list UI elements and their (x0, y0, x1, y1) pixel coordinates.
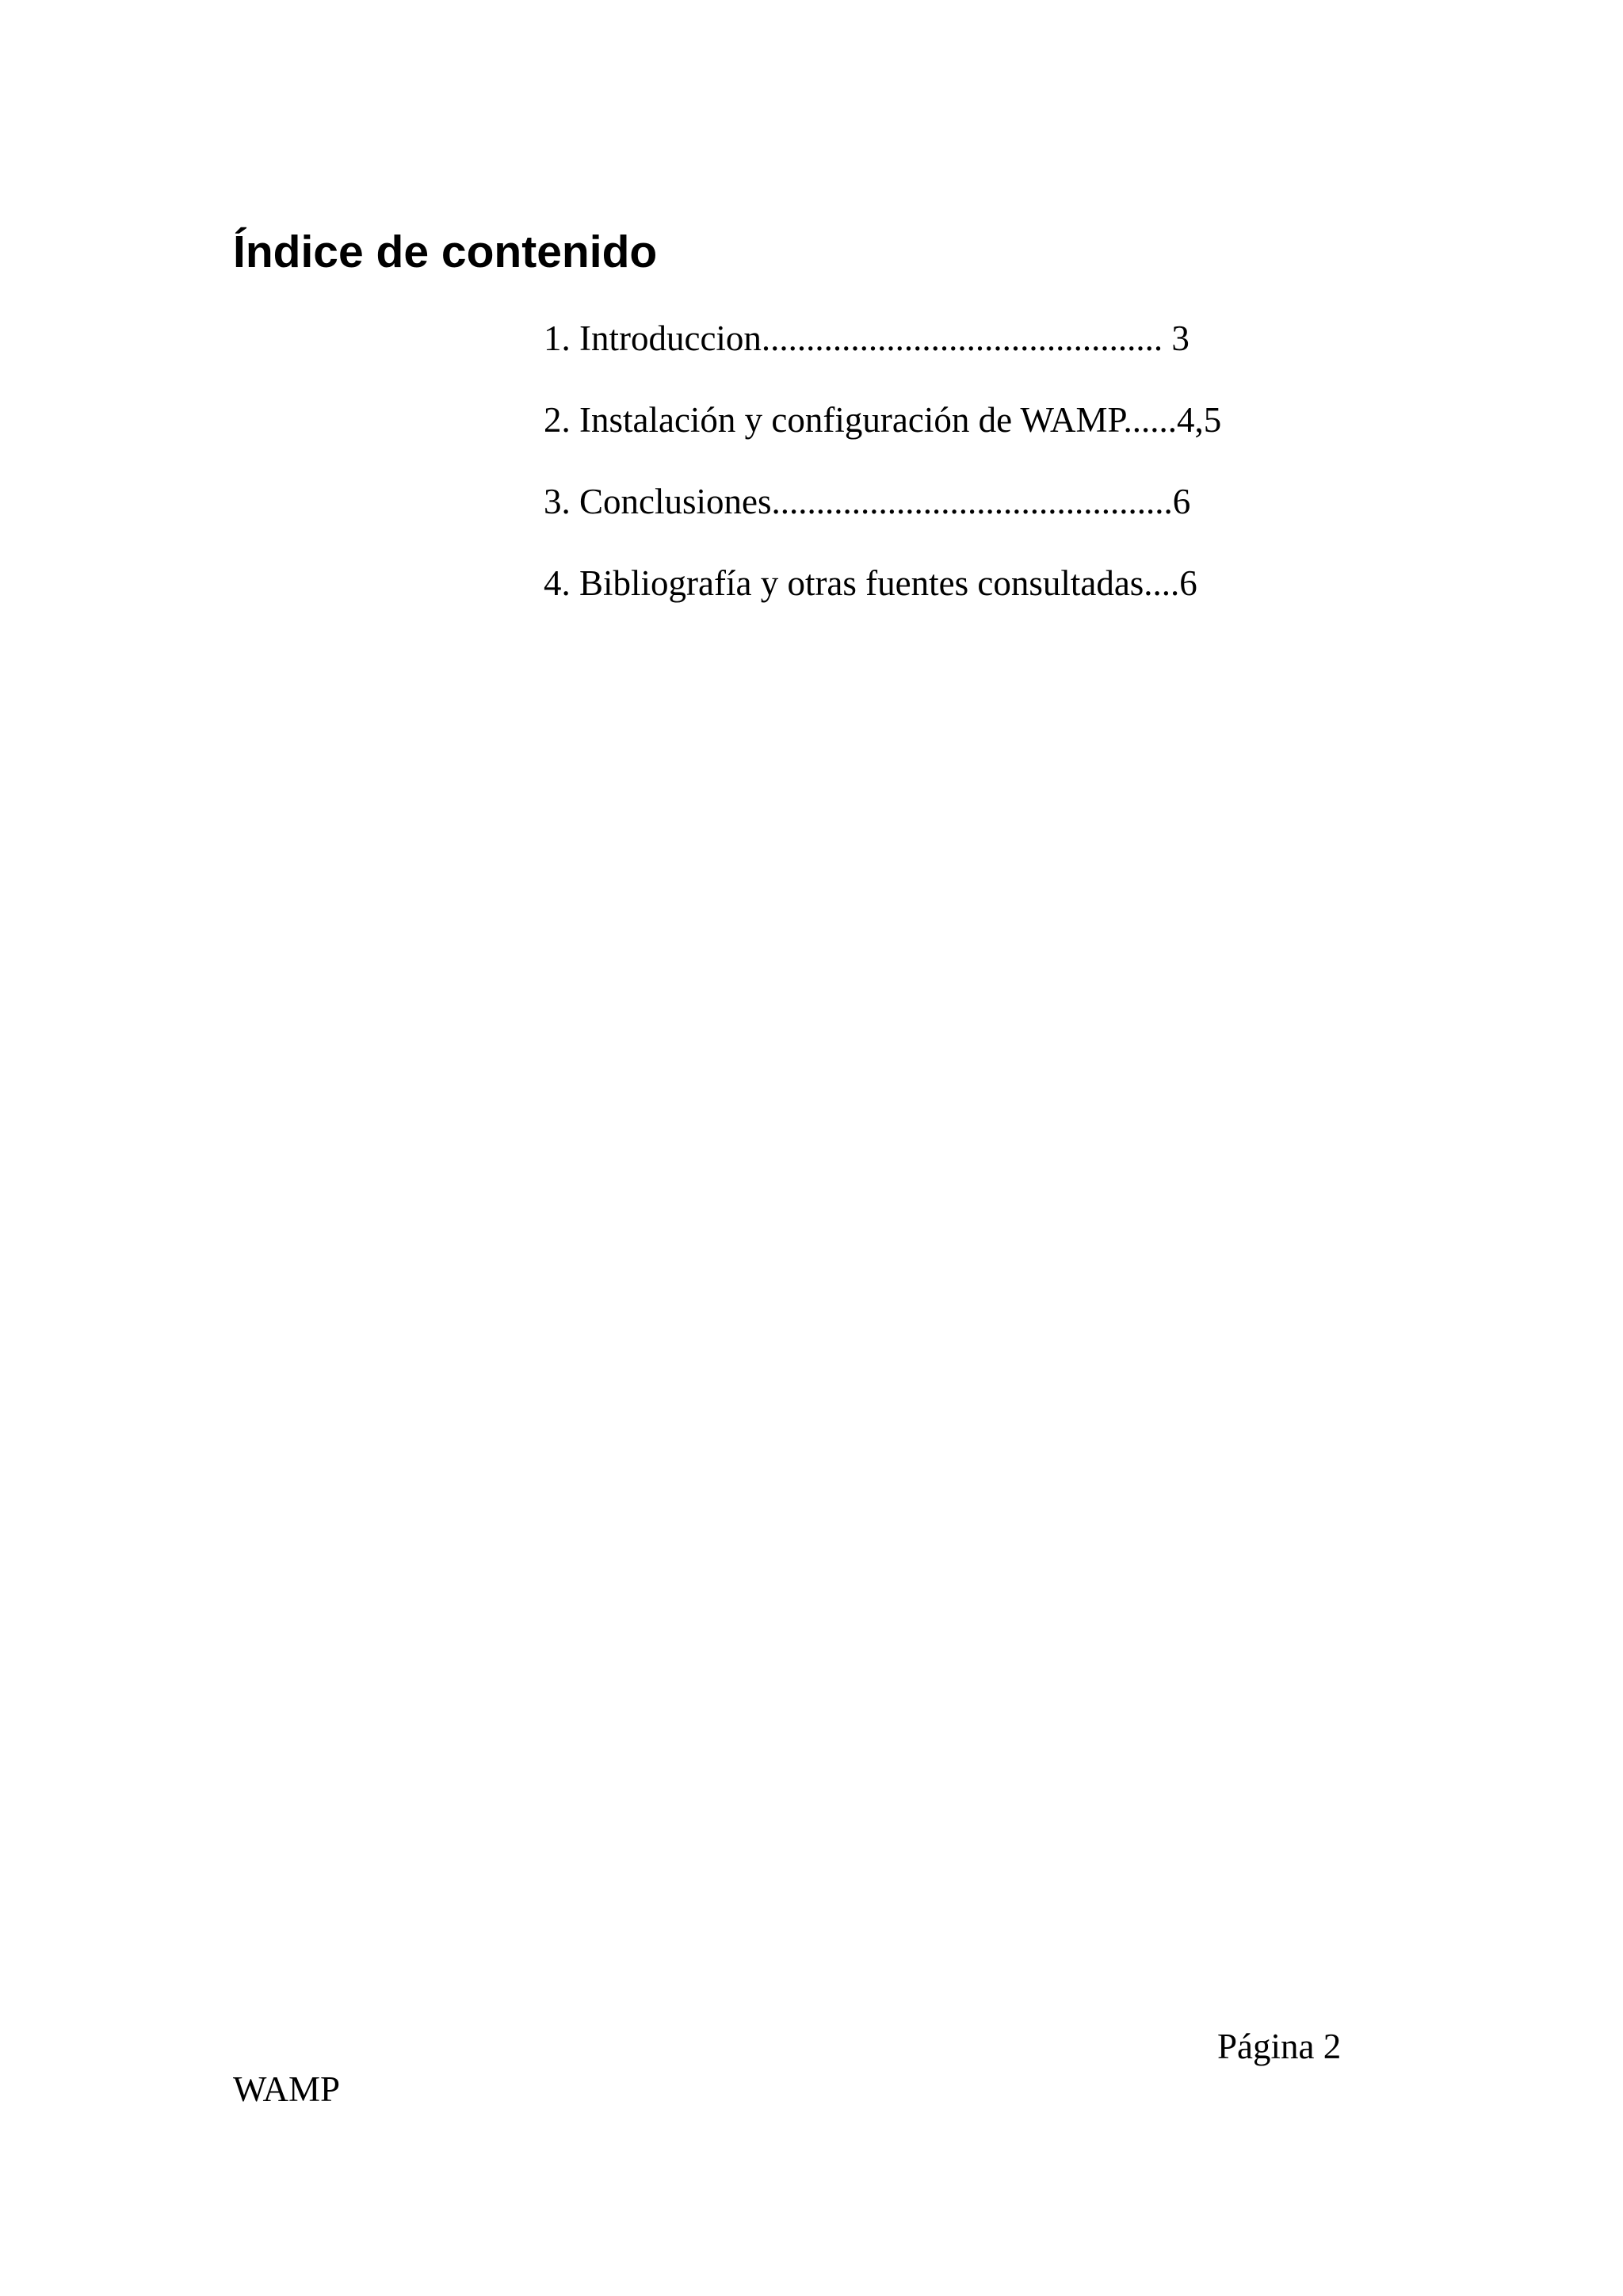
toc-entry-conclusiones: 3. Conclusiones.............................................6 (544, 482, 1191, 521)
toc-heading: Índice de contenido (233, 227, 658, 277)
footer-document-title: WAMP (233, 2069, 341, 2109)
toc-entry-bibliografia: 4. Bibliografía y otras fuentes consultadas....6 (544, 563, 1197, 603)
toc-entry-instalacion: 2. Instalación y configuración de WAMP......4,5 (544, 400, 1222, 440)
toc-entry-introduccion: 1. Introduccion............................................. 3 (544, 318, 1190, 358)
page-number: Página 2 (1217, 2027, 1342, 2066)
toc-list (544, 317, 1221, 643)
